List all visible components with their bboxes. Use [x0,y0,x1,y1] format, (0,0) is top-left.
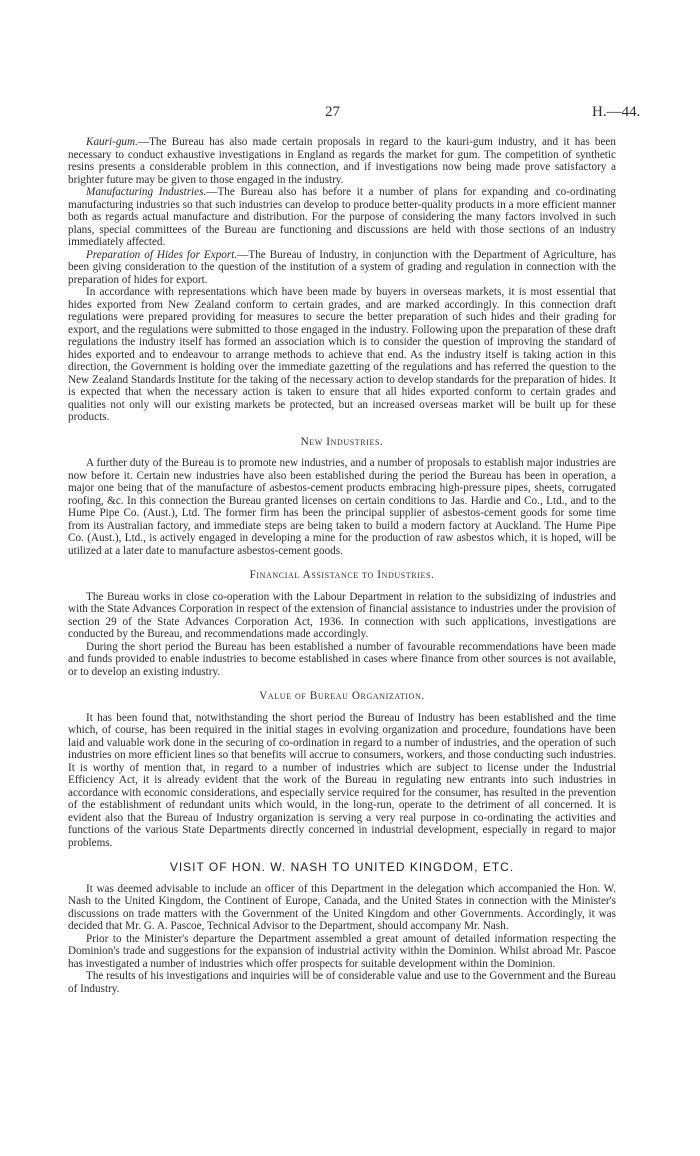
document-body [68,136,616,995]
paragraph-financial-1: The Bureau works in close co-operation with the Labour Department in relation to the subsidizing of industries and with the State Advances Corporation in respect of the extension of financial assistance to industries under the provision of section 29 of the State Advances Corporation Act, 1936. In connection with such applications, investigations are conducted by the Bureau, and recommendations made accordingly. [68,590,616,640]
heading-visit: VISIT OF HON. W. NASH TO UNITED KINGDOM, ETC. [169,860,515,874]
paragraph-visit-3: The results of his investigations and inquiries will be of considerable value and use to the Government and the Bureau of Industry. [68,970,616,995]
paragraph-visit-1: It was deemed advisable to include an officer of this Department in the delegation which accompanied the Hon. W. Nash to the United Kingdom, the Continent of Europe, Canada, and the United States in connection with the Minister's discussions on trade matters with the Government of the United Kingdom and other Governments. Accordingly, it was decided that Mr. G. A. Pascoe, Technical Advisor to the Department, should accompany Mr. Nash. [68,882,616,932]
paragraph-manufacturing [68,186,616,249]
paragraph-kauri-gum [68,136,616,186]
heading-new-industries: New Industries. [300,435,384,448]
paragraph-representations: In accordance with representations which have been made by buyers in overseas markets, it is most essential that hides exported from New Zealand conform to certain grades, and are marked accordingly. In this connection draft regulations were prepared providing for measures to secure the better preparation of such hides and their grading for export, and the regulations were submitted to those engaged in the industry. Following upon the preparation of these draft regulations the industry itself has formed an association which is to consider the question of improving the standard of hides exported and to endeavour to arrange methods to achieve that end. As the industry itself is taking action in this direction, the Government is holding over the immediate gazetting of the regulations and has referred the question to the New Zealand Standards Institute for the taking of the necessary action to develop standards for the preparation of hides. It is expected that when the necessary action is taken to ensure that all hides exported conform to certain grades and qualities not only will our existing markets be protected, but an increased overseas market will be built up for these products. [68,286,616,423]
heading-value-of-bureau: Value of Bureau Organization. [259,690,425,702]
paragraph-value: It has been found that, notwithstanding the short period the Bureau of Industry has been established and the time which, of course, has been required in the initial stages in evolving organization and procedure, foundations have been laid and valuable work done in the securing of co-ordination in regard to a number of industries, and the operation of such industries on more efficient lines so that benefits will accrue to consumers, workers, and those conducting such industries. It is worthy of mention that, in regard to a number of industries which are subject to license under the Industrial Efficiency Act, it is already evident that the work of the Bureau in regulating new entrants into such industries in accordance with economic considerations, and especially service required for the consumer, has resulted in the prevention of the establishment of redundant units which would, in the long-run, operate to the detriment of all concerned. It is evident also that the Bureau of Industry organization is serving a very real purpose in co-ordinating the activities and functions of the various State Departments directly concerned in industrial development, especially in regard to major problems. [68,711,616,849]
paragraph-financial-2: During the short period the Bureau has been established a number of favourable recommendations have been made and funds provided to enable industries to become established in cases where finance from other sources is not available, or to develop an existing industry. [68,640,616,678]
paragraph-visit-2: Prior to the Minister's departure the Department assembled a great amount of detailed information respecting the Dominion's trade and suggestions for the expansion of industrial activity within the Dominion. Whilst abroad Mr. Pascoe has investigated a number of industries which offer prospects for suitable development within the Dominion. [68,932,616,970]
paragraph-hides [68,249,616,287]
page-number: 27 [325,104,340,120]
text-kauri-gum: —The Bureau has also made certain proposals in regard to the kauri-gum industry, and it has been necessary to conduct exhaustive investigations in England as regards the market for gum. The competition of synthetic resins presents a considerable problem in this connection, and if investigations now being made prove satisfactory a brighter future may be given to those engaged in the industry. [68,136,616,186]
page-header [0,104,700,124]
lead-kauri-gum: Kauri-gum. [86,136,138,148]
paragraph-new-industries: A further duty of the Bureau is to promote new industries, and a number of proposals to establish major industries are now before it. Certain new industries have also been established during the period the Bureau has been in operation, a major one being that of the manufacture of asbestos-cement products embracing high-pressure pipes, sheets, corrugated roofing, &c. In this connection the Bureau granted licenses on certain conditions to Jas. Hardie and Co., Ltd., and to the Hume Pipe Co. (Aust.), Ltd. The former firm has been the principal supplier of asbestos-cement goods for some time from its Australian factory, and immediate steps are being taken to build a modern factory at Auckland. The Hume Pipe Co. (Aust.), Ltd., is actively engaged in developing a mine for the production of raw asbestos which, it is hoped, will be utilized at a later date to manufacture asbestos-cement goods. [68,457,616,557]
heading-financial-assistance: Financial Assistance to Industries. [249,569,435,581]
text-manufacturing: —The Bureau also has before it a number of plans for expanding and co-ordinating manufacturing industries so that such industries can develop to produce better-quality products in a more efficient manner both as regards actual manufacture and distribution. For the purpose of considering the many factors involved in such plans, special committees of the Bureau are functioning and discussions are held with those sections of an industry immediately affected. [68,186,616,248]
text-hides: —The Bureau of Industry, in conjunction with the Department of Agriculture, has been giving consideration to the question of the institution of a system of grading and regulation in connection with the preparation of hides for export. [68,248,616,286]
lead-manufacturing: Manufacturing Industries. [86,186,207,198]
lead-hides: Preparation of Hides for Export. [86,248,238,261]
document-code: H.—44. [592,104,641,120]
